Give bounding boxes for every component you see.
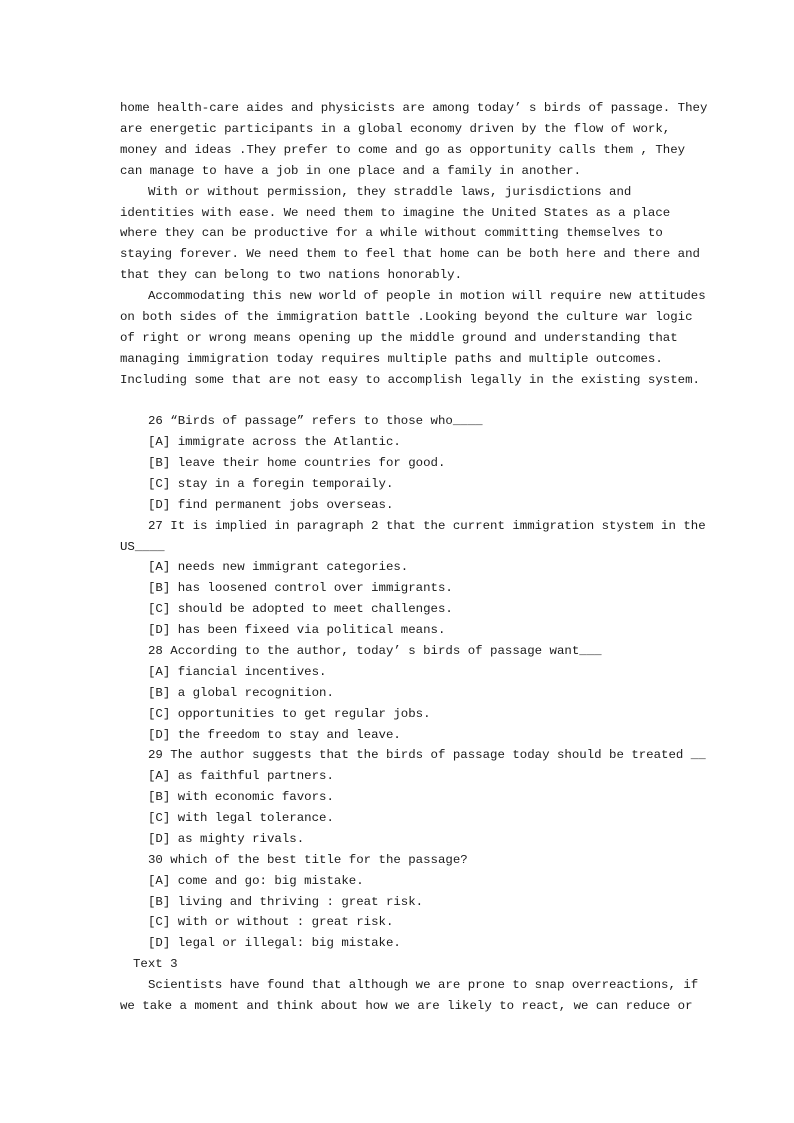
passage-line: identities with ease. We need them to imagine the United States as a place (120, 206, 671, 220)
answer-option: [C] with legal tolerance. (148, 811, 334, 825)
answer-option: [D] as mighty rivals. (148, 832, 305, 846)
passage-line: With or without permission, they straddle laws, jurisdictions and (148, 185, 632, 199)
answer-option: [D] legal or illegal: big mistake. (148, 936, 401, 950)
passage-line: are energetic participants in a global economy driven by the flow of work, (120, 122, 671, 136)
answer-option: [B] living and thriving : great risk. (148, 895, 424, 909)
answer-option: [C] stay in a foregin temporaily. (148, 477, 394, 491)
answer-option: [B] with economic favors. (148, 790, 334, 804)
answer-option: [A] immigrate across the Atlantic. (148, 435, 401, 449)
passage-line: money and ideas .They prefer to come and go as opportunity calls them , They (120, 143, 686, 157)
passage-line: can manage to have a job in one place and a family in another. (120, 164, 582, 178)
passage-line: home health-care aides and physicists are among today’ s birds of passage. They (120, 101, 708, 115)
question-stem: 29 The author suggests that the birds of passage today should be treated __ (148, 748, 706, 762)
question-stem: 30 which of the best title for the passage? (148, 853, 468, 867)
passage-line: staying forever. We need them to feel that home can be both here and there and (120, 247, 700, 261)
question-stem: 28 According to the author, today’ s birds of passage want___ (148, 644, 602, 658)
answer-option: [D] the freedom to stay and leave. (148, 728, 401, 742)
answer-option: [A] fiancial incentives. (148, 665, 327, 679)
question-stem-continued: US____ (120, 540, 165, 554)
passage-line: that they can belong to two nations honorably. (120, 268, 463, 282)
answer-option: [A] as faithful partners. (148, 769, 334, 783)
answer-option: [C] should be adopted to meet challenges. (148, 602, 453, 616)
question-stem: 26 “Birds of passage” refers to those who____ (148, 414, 483, 428)
passage-line: Scientists have found that although we are prone to snap overreactions, if (148, 978, 699, 992)
passage-line: on both sides of the immigration battle .Looking beyond the culture war logic (120, 310, 693, 324)
answer-option: [D] has been fixeed via political means. (148, 623, 446, 637)
answer-option: [B] a global recognition. (148, 686, 334, 700)
passage-line: of right or wrong means opening up the middle ground and understanding that (120, 331, 678, 345)
answer-option: [C] opportunities to get regular jobs. (148, 707, 431, 721)
passage-line: Including some that are not easy to accomplish legally in the existing system. (120, 373, 700, 387)
answer-option: [B] has loosened control over immigrants. (148, 581, 453, 595)
answer-option: [B] leave their home countries for good. (148, 456, 446, 470)
passage-line: where they can be productive for a while without committing themselves to (120, 226, 663, 240)
passage-line: Accommodating this new world of people in motion will require new attitudes (148, 289, 706, 303)
question-stem: 27 It is implied in paragraph 2 that the current immigration stystem in the (148, 519, 706, 533)
answer-option: [A] needs new immigrant categories. (148, 560, 409, 574)
passage-line: managing immigration today requires multiple paths and multiple outcomes. (120, 352, 663, 366)
answer-option: [A] come and go: big mistake. (148, 874, 364, 888)
answer-option: [D] find permanent jobs overseas. (148, 498, 394, 512)
section-heading: Text 3 (133, 957, 178, 971)
answer-option: [C] with or without : great risk. (148, 915, 394, 929)
passage-line: we take a moment and think about how we are likely to react, we can reduce or (120, 999, 693, 1013)
